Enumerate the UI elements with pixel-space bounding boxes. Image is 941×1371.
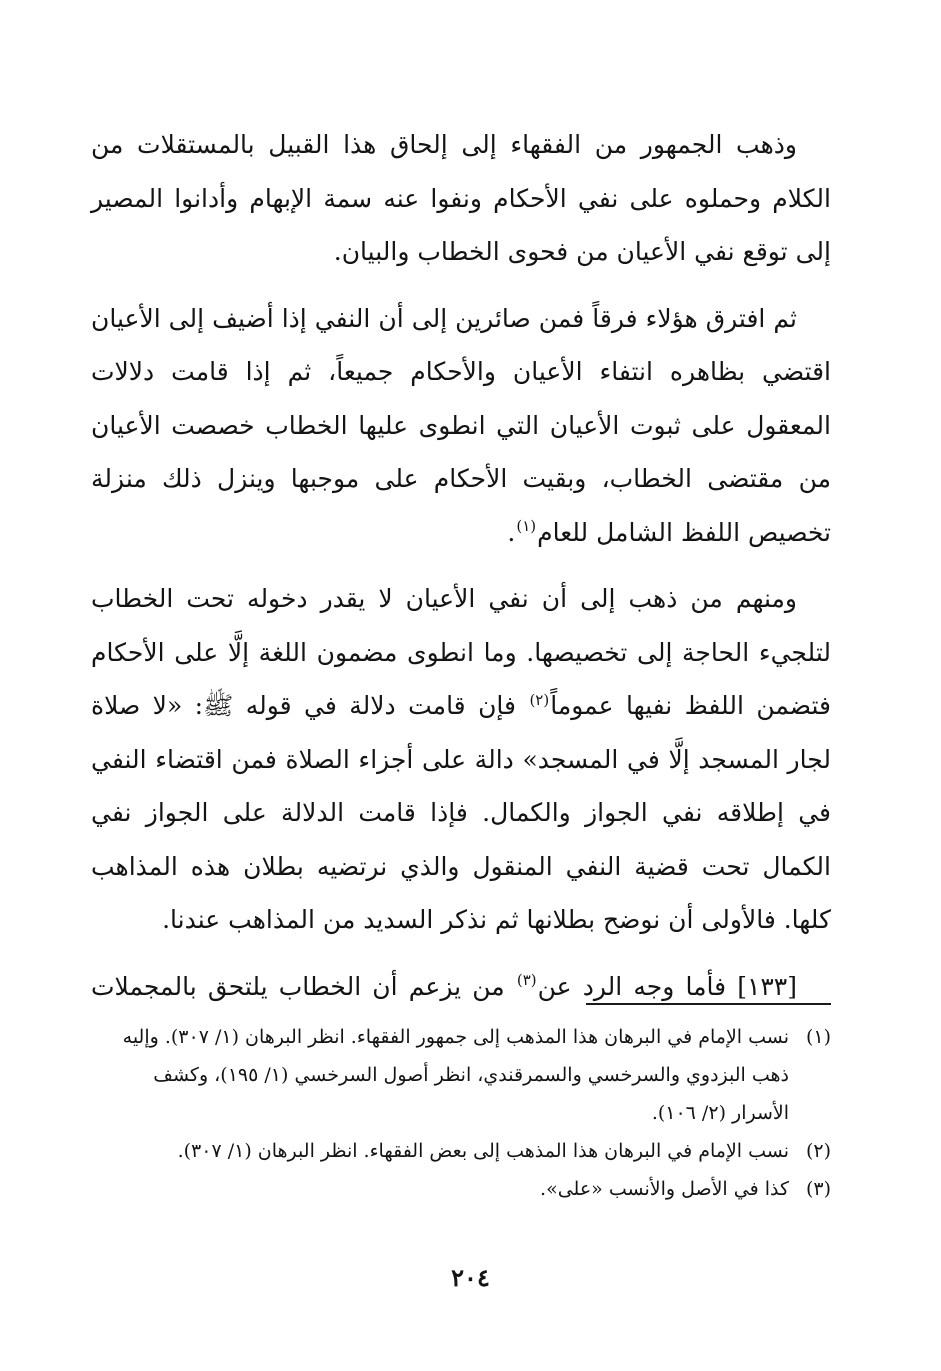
paragraph-2-text: ثم افترق هؤلاء فرقاً فمن صائرين إلى أن النفي إذا أضيف إلى الأعيان اقتضي بظاهره انتفاء الأعيان والأحكام جميعاً، ثم إذا قامت دلالات المعقول على ثبوت الأعيان التي انطوى عليها الخطاب خصصت الأعيان من مقتضى الخطاب، وبقيت الأحكام على موجبها وينزل ذلك منزلة تخصيص اللفظ الشامل للعام bbox=[91, 303, 831, 547]
main-text bbox=[91, 118, 831, 1013]
paragraph-3-text-a: ومنهم من ذهب إلى أن نفي الأعيان لا يقدر دخوله تحت الخطاب لتلجيء الحاجة إلى تخصيصها. وما انطوى مضمون اللغة إلَّا على الأحكام فتضمن اللفظ نفيها عموماً bbox=[91, 584, 831, 720]
paragraph-2-end: . bbox=[507, 517, 516, 547]
paragraph-2 bbox=[91, 292, 831, 560]
footnote-number: (٢) bbox=[805, 1140, 831, 1162]
footnote-number: (٣) bbox=[805, 1178, 831, 1200]
paragraph-3-text-b: فإن قامت دلالة في قوله ﷺ: «لا صلاة لجار المسجد إلَّا في المسجد» دالة على أجزاء الصلاة فمن اقتضاء النفي في إطلاقه نفي الجواز والكمال. فإذا قامت الدلالة على الجواز نفي الكمال تحت قضية النفي المنقول والذي نرتضيه بطلان هذه المذاهب كلها. فالأولى أن نوضح بطلانها ثم نذكر السديد من المذاهب عندنا. bbox=[91, 691, 831, 934]
footnote-3 bbox=[91, 1170, 831, 1208]
paragraph-4-text-b: من يزعم أن الخطاب يلتحق بالمجملات bbox=[91, 971, 516, 1001]
footnote-ref-3[interactable]: (٣) bbox=[516, 971, 537, 990]
footnote-separator bbox=[586, 1003, 831, 1005]
paragraph-1-text: وذهب الجمهور من الفقهاء إلى إلحاق هذا القبيل بالمستقلات من الكلام وحملوه على نفي الأحكام ونفوا عنه سمة الإبهام وأدانوا المصير إلى توقع نفي الأعيان من فحوى الخطاب والبيان. bbox=[91, 130, 831, 266]
footnote-ref-2[interactable]: (٢) bbox=[529, 690, 550, 709]
footnote-2 bbox=[91, 1132, 831, 1170]
footnote-1 bbox=[91, 1018, 831, 1132]
footnote-text: نسب الإمام في البرهان هذا المذهب إلى بعض الفقهاء. انظر البرهان (١/ ٣٠٧). bbox=[177, 1140, 789, 1162]
footnote-ref-1[interactable]: (١) bbox=[516, 517, 537, 536]
footnote-text: كذا في الأصل والأنسب «على». bbox=[540, 1178, 789, 1200]
paragraph-4-text-a: [١٣٣] فأما وجه الرد عن bbox=[537, 971, 798, 1001]
footnote-text: نسب الإمام في البرهان هذا المذهب إلى جمهور الفقهاء. انظر البرهان (١/ ٣٠٧). وإليه ذهب البزدوي والسرخسي والسمرقندي، انظر أصول السرخسي (١/ ١٩٥)، وكشف الأسرار (٢/ ١٠٦). bbox=[122, 1026, 789, 1124]
footnotes bbox=[91, 1018, 831, 1208]
footnote-number: (١) bbox=[805, 1026, 831, 1048]
page-number: ٢٠٤ bbox=[451, 1263, 490, 1292]
paragraph-3 bbox=[91, 572, 831, 947]
paragraph-1 bbox=[91, 118, 831, 279]
